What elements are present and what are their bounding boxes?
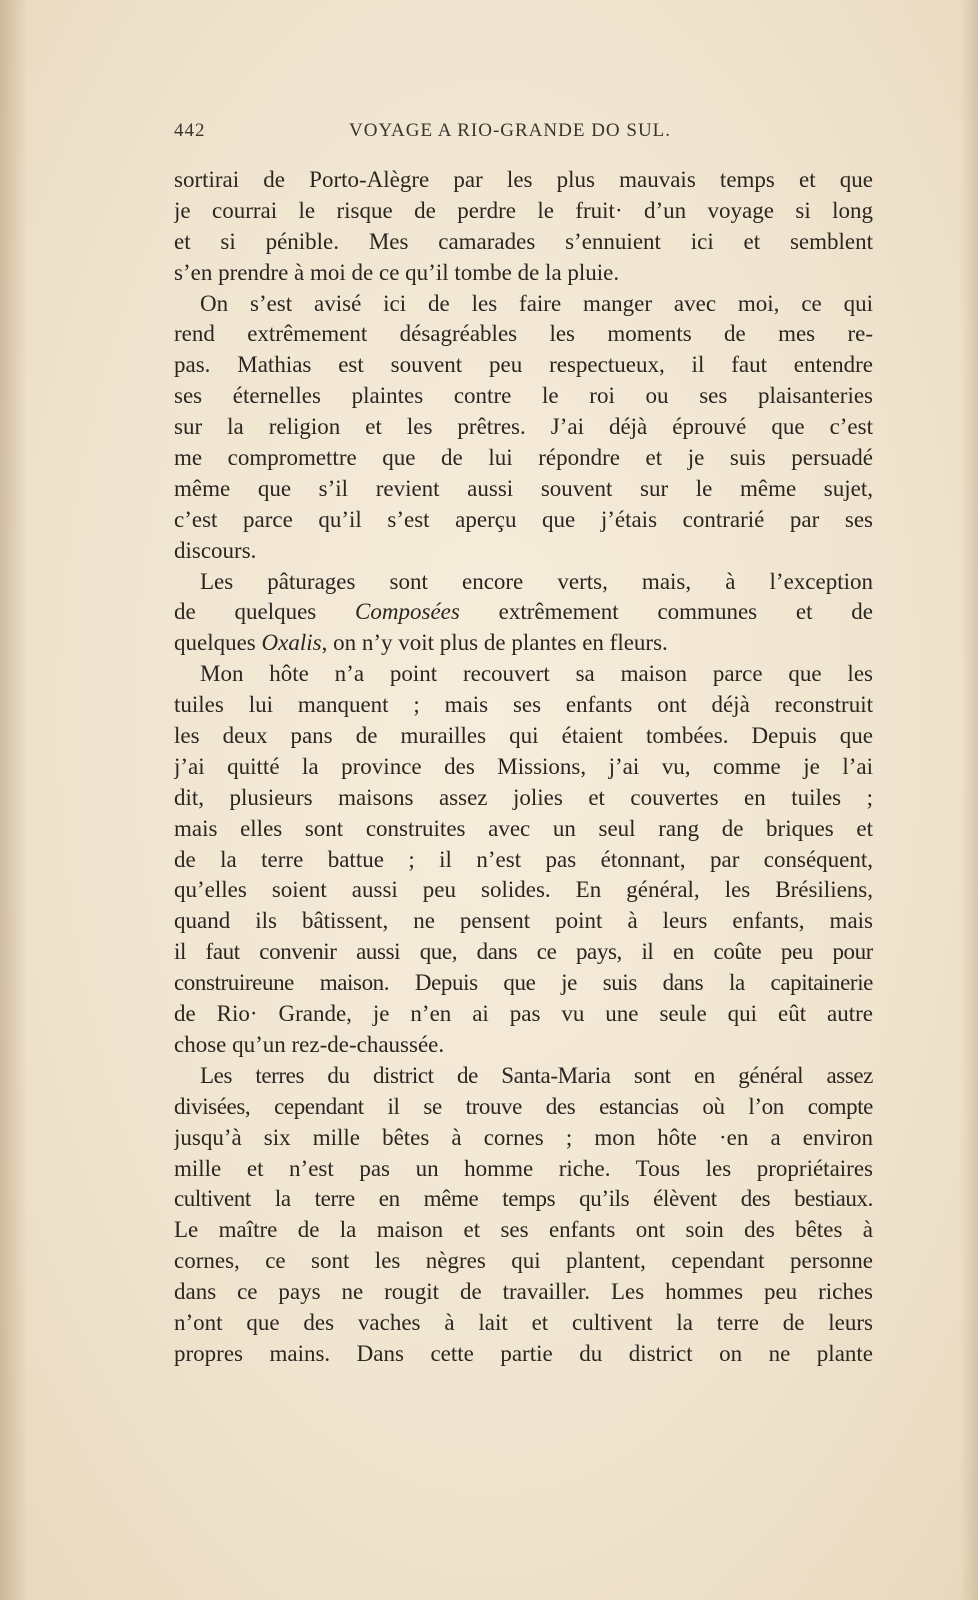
page-gutter-shadow xyxy=(0,0,28,1600)
text-line: de Rio· Grande, je n’en ai pas vu une seule qui eût autre xyxy=(174,1001,873,1027)
text-line: chose qu’un rez-de-chaussée. xyxy=(174,1031,445,1057)
text-line: et si pénible. Mes camarades s’ennuient ici et semblent xyxy=(174,228,873,254)
italic-term-composees: Composées xyxy=(355,599,460,625)
text-line: s’en prendre à moi de ce qu’il tombe de la pluie. xyxy=(174,259,620,285)
text-segment: quelques xyxy=(174,630,262,656)
text-line: pas. Mathias est souvent peu respectueux, il faut entendre xyxy=(174,352,873,378)
text-line: cultivent la terre en même temps qu’ils élèvent des bestiaux. xyxy=(174,1186,873,1212)
text-line: je courrai le risque de perdre le fruit· d’un voyage si long xyxy=(174,197,873,223)
text-line: même que s’il revient aussi souvent sur le même sujet, xyxy=(174,475,873,501)
text-line: les deux pans de murailles qui étaient tombées. Depuis que xyxy=(174,723,873,749)
text-line: dit, plusieurs maisons assez jolies et couvertes en tuiles ; xyxy=(174,784,873,810)
text-line: Le maître de la maison et ses enfants ont soin des bêtes à xyxy=(174,1217,873,1243)
text-line: propres mains. Dans cette partie du district on ne plante xyxy=(174,1340,873,1366)
text-line: cornes, ce sont les nègres qui plantent, cependant personne xyxy=(174,1248,873,1274)
text-line: ses éternelles plaintes contre le roi ou ses plaisanteries xyxy=(174,383,873,409)
text-line: dans ce pays ne rougit de travailler. Les hommes peu riches xyxy=(174,1279,873,1305)
text-line-with-italic xyxy=(174,628,873,659)
italic-term-oxalis: Oxalis xyxy=(261,630,322,656)
text-line: construireune maison. Depuis que je suis dans la capitainerie xyxy=(174,970,873,996)
text-line: sur la religion et les prêtres. J’ai déjà éprouvé que c’est xyxy=(174,414,873,440)
text-line: tuiles lui manquent ; mais ses enfants ont déjà reconstruit xyxy=(174,692,873,718)
text-segment: , on n’y voit plus de plantes en fleurs. xyxy=(321,630,668,656)
page-number: 442 xyxy=(174,120,206,141)
text-line: discours. xyxy=(174,537,257,563)
text-line: mille et n’est pas un homme riche. Tous les propriétaires xyxy=(174,1155,873,1181)
text-line: n’ont que des vaches à lait et cultivent la terre de leurs xyxy=(174,1309,873,1335)
text-line: me compromettre que de lui répondre et je suis persuadé xyxy=(174,445,873,471)
text-line: c’est parce qu’il s’est aperçu que j’étais contrarié par ses xyxy=(174,506,873,532)
text-line-with-italic xyxy=(174,597,873,628)
text-line: il faut convenir aussi que, dans ce pays, il en coûte peu pour xyxy=(174,939,873,965)
text-line: de la terre battue ; il n’est pas étonnant, par conséquent, xyxy=(174,846,873,872)
text-line: On s’est avisé ici de les faire manger avec moi, ce qui xyxy=(200,290,873,316)
running-header xyxy=(174,120,874,150)
text-line: qu’elles soient aussi peu solides. En général, les Brésiliens, xyxy=(174,877,873,903)
text-line: Les pâturages sont encore verts, mais, à l’exception xyxy=(200,568,873,594)
text-line: mais elles sont construites avec un seul rang de briques et xyxy=(174,815,873,841)
text-line: j’ai quitté la province des Missions, j’ai vu, comme je l’ai xyxy=(174,753,873,779)
page-edge-shadow xyxy=(960,0,978,1600)
text-line: quand ils bâtissent, ne pensent point à leurs enfants, mais xyxy=(174,908,873,934)
text-line: jusqu’à six mille bêtes à cornes ; mon hôte ·en a environ xyxy=(174,1124,873,1150)
text-line: Mon hôte n’a point recouvert sa maison parce que les xyxy=(200,661,873,687)
text-line: Les terres du district de Santa-Maria sont en général assez xyxy=(200,1062,873,1088)
text-segment: extrêmement communes et de xyxy=(459,599,873,625)
running-title: VOYAGE A RIO-GRANDE DO SUL. xyxy=(349,120,672,141)
body-text xyxy=(174,165,873,1370)
text-line: sortirai de Porto-Alègre par les plus mauvais temps et que xyxy=(174,167,873,192)
text-segment: de quelques xyxy=(174,599,356,625)
text-line: divisées, cependant il se trouve des estancias où l’on compte xyxy=(174,1093,873,1119)
text-line: rend extrêmement désagréables les moments de mes re- xyxy=(174,321,873,347)
